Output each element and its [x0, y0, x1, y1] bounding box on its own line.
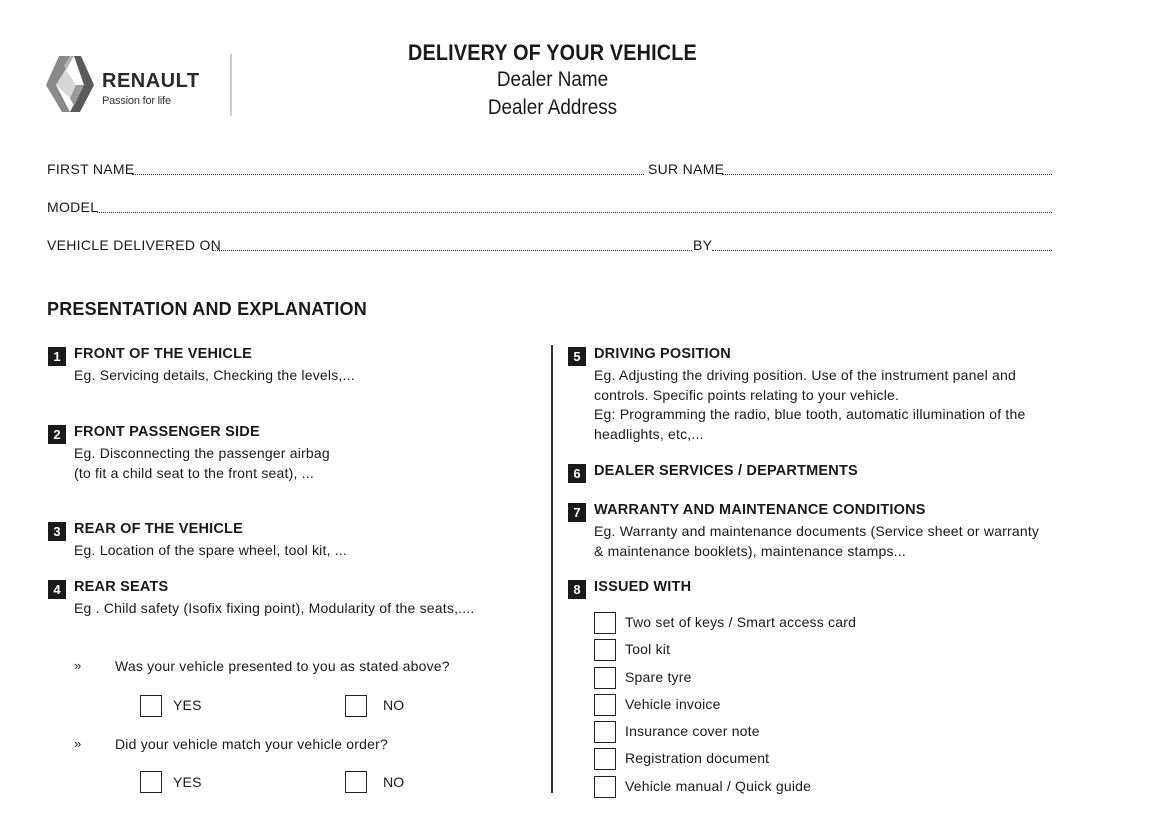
section-heading: PRESENTATION AND EXPLANATION [47, 299, 367, 319]
matched-yes-label: YES [173, 774, 202, 790]
model-line[interactable] [97, 212, 1052, 213]
issued-spare-tyre-checkbox[interactable] [594, 667, 616, 689]
first-name-label: FIRST NAME [47, 161, 135, 177]
item-number: 8 [568, 580, 586, 599]
issued-invoice-checkbox[interactable] [594, 694, 616, 716]
issued-tool-kit-checkbox[interactable] [594, 639, 616, 661]
item-description-line: Eg. Disconnecting the passenger airbag [74, 445, 330, 461]
question-text: Was your vehicle presented to you as stated above? [115, 658, 450, 674]
surname-line[interactable] [722, 174, 1052, 175]
delivered-by-line[interactable] [712, 250, 1052, 251]
item-title: FRONT OF THE VEHICLE [74, 346, 252, 362]
delivered-on-line[interactable] [212, 250, 692, 251]
item-description [74, 444, 330, 483]
item-title: WARRANTY AND MAINTENANCE CONDITIONS [594, 502, 926, 518]
renault-diamond-icon [44, 54, 96, 116]
issued-manual-checkbox[interactable] [594, 776, 616, 798]
item-description-line: Eg. Servicing details, Checking the levels,... [74, 367, 355, 383]
item-description-line: Eg . Child safety (Isofix fixing point), Modularity of the seats,.... [74, 600, 475, 616]
delivered-on-label: VEHICLE DELIVERED ON [47, 237, 222, 253]
presented-no-label: NO [383, 697, 405, 713]
issued-keys-checkbox[interactable] [594, 612, 616, 634]
issued-insurance-checkbox[interactable] [594, 721, 616, 743]
model-label: MODEL [47, 199, 99, 215]
title-block [330, 40, 775, 122]
brand-name: RENAULT [102, 70, 200, 92]
item-description [594, 522, 1039, 561]
document-title: DELIVERY OF YOUR VEHICLE [408, 40, 697, 65]
item-number: 5 [568, 347, 586, 366]
presented-yes-checkbox[interactable] [140, 695, 162, 717]
item-description [74, 366, 355, 386]
item-title: FRONT PASSENGER SIDE [74, 424, 260, 440]
issued-keys-label: Two set of keys / Smart access card [625, 614, 857, 630]
item-title: REAR OF THE VEHICLE [74, 521, 243, 537]
item-description-line: & maintenance booklets), maintenance stamps... [594, 542, 906, 559]
logo-divider [230, 54, 232, 116]
chevron-right-icon: » [74, 658, 82, 673]
question-text: Did your vehicle match your vehicle order? [115, 736, 388, 752]
item-description [74, 541, 347, 561]
item-description [594, 366, 1026, 444]
item-number: 3 [48, 522, 66, 541]
item-title: DEALER SERVICES / DEPARTMENTS [594, 463, 858, 479]
item-description [74, 599, 475, 619]
item-description-line: headlights, etc,... [594, 425, 704, 442]
delivered-by-label: BY [693, 237, 713, 253]
issued-invoice-label: Vehicle invoice [625, 696, 721, 712]
matched-yes-checkbox[interactable] [140, 771, 162, 793]
item-number: 1 [48, 347, 66, 366]
presented-yes-label: YES [173, 697, 202, 713]
item-title: REAR SEATS [74, 579, 169, 595]
item-number: 4 [48, 580, 66, 599]
item-number: 6 [568, 464, 586, 483]
issued-registration-label: Registration document [625, 750, 770, 766]
dealer-name: Dealer Name [496, 68, 609, 91]
item-description-line: Eg. Warranty and maintenance documents (Service sheet or warranty [594, 523, 1040, 539]
chevron-right-icon: » [74, 736, 82, 751]
issued-spare-tyre-label: Spare tyre [625, 669, 692, 685]
item-description-line: Eg: Programming the radio, blue tooth, automatic illumination of the [594, 406, 1026, 422]
renault-logo [44, 52, 240, 118]
item-description-line: Eg. Adjusting the driving position. Use of the instrument panel and [594, 367, 1016, 383]
brand-tagline: Passion for life [102, 95, 171, 107]
item-number: 7 [568, 503, 586, 522]
issued-tool-kit-label: Tool kit [625, 641, 671, 657]
item-description-line: controls. Specific points relating to your vehicle. [594, 386, 900, 403]
dealer-address: Dealer Address [487, 96, 618, 119]
surname-label: SUR NAME [648, 161, 725, 177]
first-name-line[interactable] [132, 174, 644, 175]
matched-no-label: NO [383, 774, 405, 790]
column-divider [551, 345, 553, 793]
presented-no-checkbox[interactable] [345, 695, 367, 717]
item-title: ISSUED WITH [594, 579, 692, 595]
issued-insurance-label: Insurance cover note [625, 723, 760, 739]
matched-no-checkbox[interactable] [345, 771, 367, 793]
item-description-line: Eg. Location of the spare wheel, tool kit, ... [74, 542, 348, 558]
item-number: 2 [48, 425, 66, 444]
issued-registration-checkbox[interactable] [594, 748, 616, 770]
item-title: DRIVING POSITION [594, 346, 731, 362]
item-description-line: (to fit a child seat to the front seat), ... [74, 464, 314, 481]
issued-manual-label: Vehicle manual / Quick guide [625, 778, 812, 794]
